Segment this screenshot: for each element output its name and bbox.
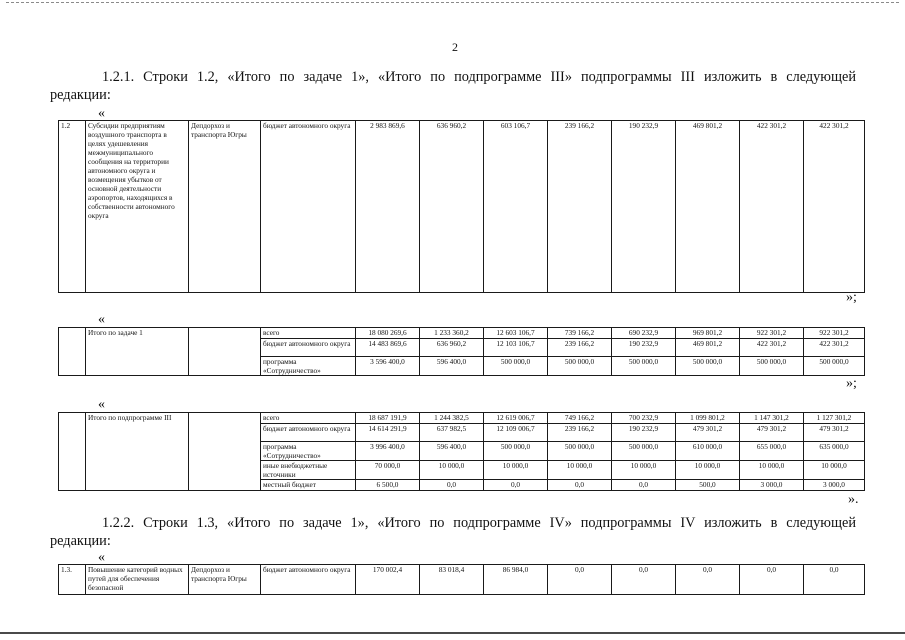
- amount-cell: 12 109 006,7: [484, 424, 548, 442]
- measure-name-cell: Повышение категорий водных путей для обеспечения безопасной: [86, 565, 189, 595]
- amount-cell: 636 960,2: [420, 121, 484, 293]
- budget-table: [58, 327, 865, 376]
- amount-cell: 422 301,2: [740, 121, 804, 293]
- amount-cell: 86 984,0: [484, 565, 548, 595]
- funding-source-cell: иные внебюджетные источники: [261, 461, 356, 480]
- amount-cell: 469 801,2: [676, 339, 740, 357]
- amount-cell: 18 687 191,9: [356, 413, 420, 424]
- open-quote: «: [98, 106, 105, 121]
- table-row-1-2: [58, 120, 864, 293]
- funding-source-cell: всего: [261, 413, 356, 424]
- scan-top-edge: [6, 2, 899, 3]
- amount-cell: 14 614 291,9: [356, 424, 420, 442]
- row-number-cell: 1.3.: [59, 565, 86, 595]
- row-number-cell: [59, 413, 86, 491]
- amount-cell: 637 982,5: [420, 424, 484, 442]
- section-heading-tail: редакции:: [50, 87, 111, 103]
- section-heading-line: 1.2.2. Строки 1.3, «Итого по задаче 1», «Итого по подпрограмме IV» подпрограммы IV изложить в следующей: [102, 515, 856, 531]
- amount-cell: 479 301,2: [676, 424, 740, 442]
- amount-cell: 500 000,0: [612, 442, 676, 461]
- funding-source-cell: программа «Сотрудничество»: [261, 357, 356, 376]
- amount-cell: 500 000,0: [548, 357, 612, 376]
- executor-cell: [189, 328, 261, 376]
- section-heading-1-2-2: [50, 514, 856, 550]
- row-number-cell: 1.2: [59, 121, 86, 293]
- table-total-task-1: [58, 327, 864, 376]
- amount-cell: 3 000,0: [804, 480, 865, 491]
- amount-cell: 12 619 006,7: [484, 413, 548, 424]
- amount-cell: 10 000,0: [676, 461, 740, 480]
- open-quote: «: [98, 397, 105, 412]
- executor-cell: Депдорхоз и транспорта Югры: [189, 121, 261, 293]
- amount-cell: 1 244 382,5: [420, 413, 484, 424]
- amount-cell: 739 166,2: [548, 328, 612, 339]
- amount-cell: 10 000,0: [420, 461, 484, 480]
- measure-name-cell: Субсидии предприятиям воздушного транспорта в целях удешевления межмуниципального сообщения на территории автономного округа и возмещения убытков от основной деятельности аэропортов, находящихся в собственности автономного округа: [86, 121, 189, 293]
- amount-cell: 2 983 869,6: [356, 121, 420, 293]
- amount-cell: 690 232,9: [612, 328, 676, 339]
- amount-cell: 500 000,0: [804, 357, 865, 376]
- amount-cell: 18 080 269,6: [356, 328, 420, 339]
- amount-cell: 1 233 360,2: [420, 328, 484, 339]
- amount-cell: 0,0: [676, 565, 740, 595]
- budget-table: [58, 564, 865, 595]
- amount-cell: 239 166,2: [548, 424, 612, 442]
- amount-cell: 3 996 400,0: [356, 442, 420, 461]
- amount-cell: 0,0: [484, 480, 548, 491]
- close-quote: ».: [848, 492, 859, 507]
- amount-cell: 3 596 400,0: [356, 357, 420, 376]
- table-row-1-3: [58, 564, 864, 595]
- amount-cell: 500 000,0: [484, 442, 548, 461]
- amount-cell: 603 106,7: [484, 121, 548, 293]
- table-row: [59, 413, 865, 424]
- funding-source-cell: бюджет автономного округа: [261, 339, 356, 357]
- amount-cell: 190 232,9: [612, 339, 676, 357]
- amount-cell: 0,0: [548, 565, 612, 595]
- executor-cell: Депдорхоз и транспорта Югры: [189, 565, 261, 595]
- amount-cell: 500 000,0: [612, 357, 676, 376]
- amount-cell: 922 301,2: [804, 328, 865, 339]
- page-number: 2: [452, 40, 458, 54]
- measure-name-cell: Итого по задаче 1: [86, 328, 189, 376]
- amount-cell: 1 099 801,2: [676, 413, 740, 424]
- funding-source-cell: программа «Сотрудничество»: [261, 442, 356, 461]
- table-row: [59, 121, 865, 293]
- amount-cell: 922 301,2: [740, 328, 804, 339]
- amount-cell: 610 000,0: [676, 442, 740, 461]
- funding-source-cell: местный бюджет: [261, 480, 356, 491]
- amount-cell: 12 603 106,7: [484, 328, 548, 339]
- amount-cell: 10 000,0: [484, 461, 548, 480]
- amount-cell: 636 960,2: [420, 339, 484, 357]
- amount-cell: 500,0: [676, 480, 740, 491]
- open-quote: «: [98, 550, 105, 565]
- amount-cell: 0,0: [804, 565, 865, 595]
- section-heading-1-2-1: [50, 68, 856, 104]
- amount-cell: 0,0: [548, 480, 612, 491]
- amount-cell: 12 103 106,7: [484, 339, 548, 357]
- budget-table: [58, 412, 865, 491]
- amount-cell: 0,0: [740, 565, 804, 595]
- open-quote: «: [98, 312, 105, 327]
- table-row: [59, 328, 865, 339]
- scan-bottom-edge: [0, 632, 905, 634]
- amount-cell: 635 000,0: [804, 442, 865, 461]
- budget-table: [58, 120, 865, 293]
- amount-cell: 190 232,9: [612, 424, 676, 442]
- amount-cell: 10 000,0: [548, 461, 612, 480]
- executor-cell: [189, 413, 261, 491]
- measure-name-cell: Итого по подпрограмме III: [86, 413, 189, 491]
- close-quote: »;: [846, 376, 857, 391]
- funding-source-cell: бюджет автономного округа: [261, 424, 356, 442]
- amount-cell: 422 301,2: [740, 339, 804, 357]
- amount-cell: 749 166,2: [548, 413, 612, 424]
- amount-cell: 10 000,0: [804, 461, 865, 480]
- section-heading-tail: редакции:: [50, 533, 111, 549]
- amount-cell: 10 000,0: [740, 461, 804, 480]
- amount-cell: 0,0: [612, 480, 676, 491]
- amount-cell: 1 147 301,2: [740, 413, 804, 424]
- amount-cell: 655 000,0: [740, 442, 804, 461]
- amount-cell: 500 000,0: [548, 442, 612, 461]
- amount-cell: 1 127 301,2: [804, 413, 865, 424]
- amount-cell: 239 166,2: [548, 121, 612, 293]
- amount-cell: 83 018,4: [420, 565, 484, 595]
- amount-cell: 170 002,4: [356, 565, 420, 595]
- amount-cell: 422 301,2: [804, 339, 865, 357]
- amount-cell: 0,0: [420, 480, 484, 491]
- amount-cell: 479 301,2: [740, 424, 804, 442]
- amount-cell: 700 232,9: [612, 413, 676, 424]
- amount-cell: 969 801,2: [676, 328, 740, 339]
- funding-source-cell: бюджет автономного округа: [261, 565, 356, 595]
- row-number-cell: [59, 328, 86, 376]
- section-heading-line: 1.2.1. Строки 1.2, «Итого по задаче 1», «Итого по подпрограмме III» подпрограммы III изложить в следующей: [102, 69, 856, 85]
- amount-cell: 500 000,0: [740, 357, 804, 376]
- table-total-subprogram-3: [58, 412, 864, 491]
- amount-cell: 479 301,2: [804, 424, 865, 442]
- amount-cell: 70 000,0: [356, 461, 420, 480]
- close-quote: »;: [846, 290, 857, 305]
- amount-cell: 0,0: [612, 565, 676, 595]
- amount-cell: 469 801,2: [676, 121, 740, 293]
- amount-cell: 6 500,0: [356, 480, 420, 491]
- amount-cell: 190 232,9: [612, 121, 676, 293]
- amount-cell: 596 400,0: [420, 442, 484, 461]
- funding-source-cell: всего: [261, 328, 356, 339]
- amount-cell: 239 166,2: [548, 339, 612, 357]
- amount-cell: 500 000,0: [484, 357, 548, 376]
- amount-cell: 500 000,0: [676, 357, 740, 376]
- funding-source-cell: бюджет автономного округа: [261, 121, 356, 293]
- amount-cell: 10 000,0: [612, 461, 676, 480]
- amount-cell: 422 301,2: [804, 121, 865, 293]
- amount-cell: 596 400,0: [420, 357, 484, 376]
- table-row: [59, 565, 865, 595]
- amount-cell: 14 483 869,6: [356, 339, 420, 357]
- amount-cell: 3 000,0: [740, 480, 804, 491]
